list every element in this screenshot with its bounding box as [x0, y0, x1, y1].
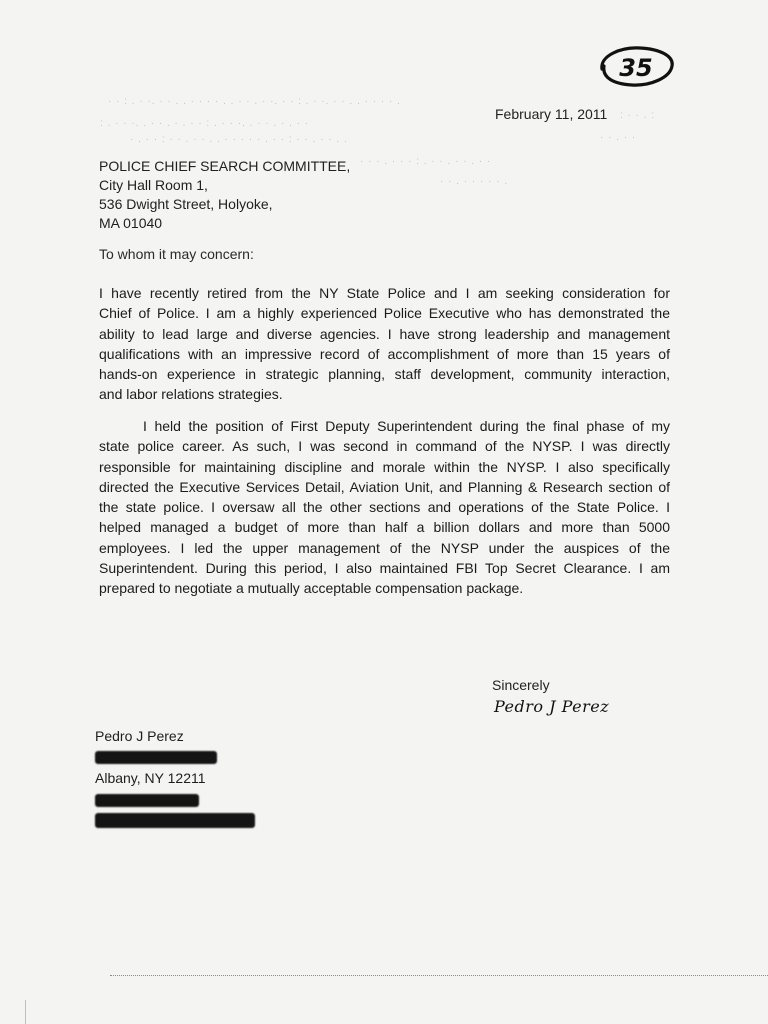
paragraph-line: and labor relations strategies. — [99, 386, 283, 403]
closing: Sincerely — [492, 677, 550, 693]
salutation: To whom it may concern: — [99, 246, 254, 262]
paragraph-line: hands-on experience in strategic planning, staff development, community interaction, — [99, 366, 670, 383]
body-paragraph-2 — [99, 416, 670, 599]
recipient-line: POLICE CHIEF SEARCH COMMITTEE, — [99, 158, 351, 174]
paragraph-line: prepared to negotiate a mutually acceptable compensation package. — [99, 580, 524, 597]
scan-artifact: · . · · : · · . · · . . · · · · · . · · : · · . · · . . — [130, 134, 348, 145]
paragraph-line: ability to lead large and diverse agencies. I have strong leadership and management — [99, 325, 670, 342]
sender-name: Pedro J Perez — [95, 728, 184, 744]
scan-artifact: : · · . : — [620, 110, 656, 121]
scan-artifact: · · . · · — [600, 132, 637, 143]
redaction-bar — [95, 813, 255, 828]
recipient-line: MA 01040 — [99, 215, 163, 231]
recipient-line: City Hall Room 1, — [99, 177, 208, 193]
body-paragraph-1 — [99, 283, 670, 405]
paragraph-line: Chief of Police. I am a highly experienced Police Executive who has demonstrated the — [99, 305, 670, 322]
paragraph-line: employees. I led the upper management of the NYSP under the auspices of the — [99, 539, 670, 556]
paragraph-line: responsible for maintaining discipline and morale within the NYSP. I also specifically — [99, 458, 670, 475]
paragraph-line: state police career. As such, I was second in command of the NYSP. I was directly — [99, 438, 670, 455]
scan-artifact: · · : . · ·. · · . . · · · · . . · · . · ·. · · : . · ·. · · . . · · · · . — [108, 96, 401, 107]
paragraph-line: I held the position of First Deputy Superintendent during the final phase of my — [143, 418, 670, 434]
paragraph-line: directed the Executive Services Detail, Aviation Unit, and Planning & Research section of — [99, 478, 670, 495]
scan-artifact: · · · . · · · : . · · . · · . · · — [360, 156, 492, 167]
paragraph-line: I have recently retired from the NY State Police and I am seeking consideration for — [99, 285, 670, 301]
sender-city-line: Albany, NY 12211 — [95, 770, 206, 786]
paragraph-line: the state police. I oversaw all the other sections and operations of the State Police. I — [99, 499, 670, 516]
recipient-address — [99, 157, 350, 233]
paragraph-line: Superintendent. During this period, I also maintained FBI Top Secret Clearance. I am — [99, 560, 670, 577]
sender-block — [95, 726, 255, 828]
paragraph-line: qualifications with an impressive record of accomplishment of more than 15 years of — [99, 345, 670, 362]
scan-artifact: · · . · · · · · . — [440, 176, 509, 187]
redaction-bar — [95, 794, 199, 807]
scan-edge-mark — [25, 1000, 26, 1024]
letter-date: February 11, 2011 — [495, 106, 608, 122]
recipient-line: 536 Dwight Street, Holyoke, — [99, 196, 273, 212]
redaction-bar — [95, 751, 217, 764]
page-number-circle — [596, 44, 676, 88]
scan-artifact: : . · · ·. . · · . · . · · : . · · ·. . · · . · . · · — [100, 118, 310, 129]
scan-edge-line — [110, 975, 768, 976]
paragraph-line: helped managed a budget of more than half a billion dollars and more than 5000 — [99, 519, 670, 536]
page-number-text: 35 — [619, 54, 653, 82]
page-number-stamp — [596, 44, 676, 88]
handwritten-signature: Pedro J Perez — [494, 697, 610, 716]
